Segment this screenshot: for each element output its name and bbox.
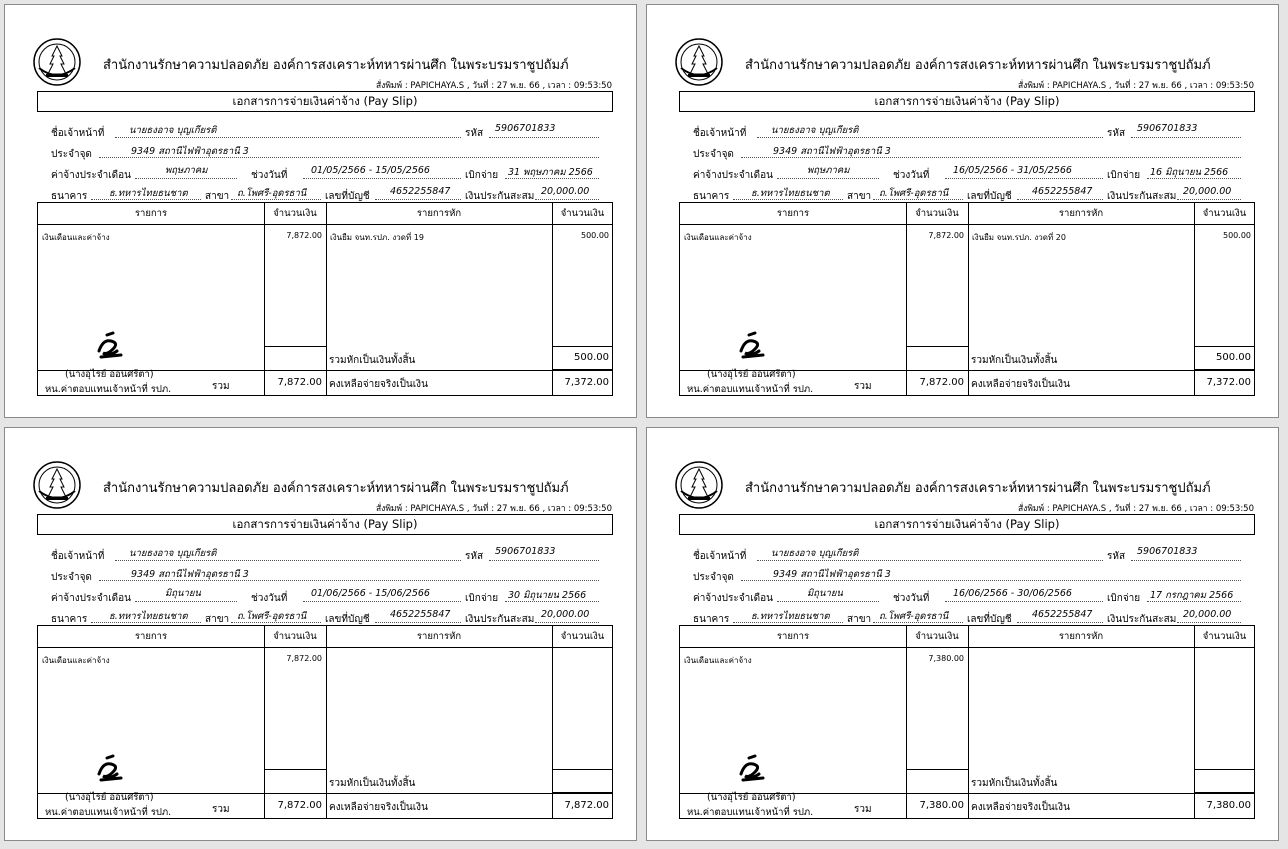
document-title: เอกสารการจ่ายเงินค่าจ้าง (Pay Slip) bbox=[679, 91, 1255, 112]
net-label: คงเหลือจ่ายจริงเป็นเงิน bbox=[329, 379, 428, 390]
organization-seal-icon bbox=[33, 38, 81, 86]
code-label: รหัส bbox=[465, 551, 484, 562]
month-value: พฤษภาคม bbox=[165, 165, 208, 176]
account-underline bbox=[1017, 199, 1103, 200]
paydate-value: 31 พฤษภาคม 2566 bbox=[508, 167, 593, 178]
print-info: สั่งพิมพ์ : PAPICHAYA.S , วันที่ : 27 พ.ย. 66 , เวลา : 09:53:50 bbox=[375, 504, 612, 514]
sum-value: 7,872.00 bbox=[919, 377, 964, 388]
period-label: ช่วงวันที่ bbox=[893, 593, 930, 604]
print-info: สั่งพิมพ์ : PAPICHAYA.S , วันที่ : 27 พ.ย. 66 , เวลา : 09:53:50 bbox=[375, 81, 612, 91]
period-label: ช่วงวันที่ bbox=[893, 170, 930, 181]
totals-divider bbox=[906, 769, 968, 770]
month-value: มิถุนายน bbox=[165, 588, 201, 599]
deduct-amount: 500.00 bbox=[1223, 231, 1251, 240]
pay-slip bbox=[4, 427, 637, 841]
period-underline bbox=[945, 178, 1103, 179]
code-underline bbox=[1131, 137, 1241, 138]
amount2-header: จำนวนเงิน bbox=[560, 208, 605, 219]
month-underline bbox=[777, 601, 879, 602]
totals-divider bbox=[264, 346, 326, 347]
amount2-header: จำนวนเงิน bbox=[560, 631, 605, 642]
period-value: 16/06/2566 - 30/06/2566 bbox=[953, 588, 1072, 599]
signer-position: หน.ค่าตอบแทนเจ้าหน้าที่ รปภ. bbox=[45, 807, 172, 818]
paydate-label: เบิกจ่าย bbox=[465, 593, 499, 604]
deposit-underline bbox=[1177, 199, 1241, 200]
sum-label: รวม bbox=[212, 381, 230, 392]
branch-label: สาขา bbox=[205, 191, 230, 202]
employee-name: นายธงอาจ บุญเกียรติ bbox=[771, 548, 859, 559]
total-deduct-label: รวมหักเป็นเงินทั้งสิ้น bbox=[329, 355, 416, 366]
total-deduct-label: รวมหักเป็นเงินทั้งสิ้น bbox=[971, 355, 1058, 366]
signer-position: หน.ค่าตอบแทนเจ้าหน้าที่ รปภ. bbox=[687, 384, 814, 395]
total-deduct-value: 500.00 bbox=[1216, 352, 1251, 363]
organization-seal-icon bbox=[675, 38, 723, 86]
branch-value: ถ.โพศรี-อุดรธานี bbox=[237, 611, 307, 622]
branch-label: สาขา bbox=[847, 614, 872, 625]
deduct-header: รายการหัก bbox=[1058, 631, 1104, 642]
header-divider bbox=[38, 224, 612, 225]
net-value: 7,372.00 bbox=[1206, 377, 1251, 388]
branch-label: สาขา bbox=[205, 614, 230, 625]
deduct-header: รายการหัก bbox=[416, 631, 462, 642]
period-underline bbox=[303, 601, 461, 602]
bank-value: ธ.ทหารไทยธนชาต bbox=[109, 611, 188, 622]
document-title: เอกสารการจ่ายเงินค่าจ้าง (Pay Slip) bbox=[37, 91, 613, 112]
organization-name: สำนักงานรักษาความปลอดภัย องค์การสงเคราะห์ทหารผ่านศึก ในพระบรมราชูปถัมภ์ bbox=[103, 58, 569, 73]
account-label: เลขที่บัญชี bbox=[967, 614, 1012, 625]
signature-icon bbox=[93, 754, 129, 784]
paydate-value: 30 มิถุนายน 2566 bbox=[508, 590, 587, 601]
code-label: รหัส bbox=[1107, 128, 1126, 139]
signature-icon bbox=[735, 331, 771, 361]
code-underline bbox=[489, 560, 599, 561]
employee-code: 5906701833 bbox=[1137, 546, 1198, 557]
document-title: เอกสารการจ่ายเงินค่าจ้าง (Pay Slip) bbox=[37, 514, 613, 535]
bank-label: ธนาคาร bbox=[51, 191, 88, 202]
paydate-value: 16 มิถุนายน 2566 bbox=[1150, 167, 1229, 178]
organization-seal-icon bbox=[675, 461, 723, 509]
income-item: เงินเดือนและค่าจ้าง bbox=[42, 233, 110, 242]
deposit-value: 20,000.00 bbox=[541, 186, 590, 197]
branch-value: ถ.โพศรี-อุดรธานี bbox=[879, 188, 949, 199]
deposit-underline bbox=[1177, 622, 1241, 623]
amount-header: จำนวนเงิน bbox=[273, 631, 317, 642]
employee-code: 5906701833 bbox=[495, 546, 556, 557]
name-label: ชื่อเจ้าหน้าที่ bbox=[693, 551, 747, 562]
totals-divider bbox=[264, 769, 326, 770]
deposit-value: 20,000.00 bbox=[1183, 609, 1232, 620]
income-item: เงินเดือนและค่าจ้าง bbox=[42, 656, 110, 665]
employee-name: นายธงอาจ บุญเกียรติ bbox=[129, 125, 217, 136]
account-underline bbox=[1017, 622, 1103, 623]
account-value: 4652255847 bbox=[390, 609, 451, 620]
bank-label: ธนาคาร bbox=[693, 614, 730, 625]
organization-name: สำนักงานรักษาความปลอดภัย องค์การสงเคราะห์ทหารผ่านศึก ในพระบรมราชูปถัมภ์ bbox=[745, 481, 1211, 496]
account-label: เลขที่บัญชี bbox=[967, 191, 1012, 202]
employee-name: นายธงอาจ บุญเกียรติ bbox=[771, 125, 859, 136]
code-underline bbox=[1131, 560, 1241, 561]
post-value: 9349 สถานีไฟฟ้าอุดรธานี 3 bbox=[131, 569, 249, 580]
bank-value: ธ.ทหารไทยธนชาต bbox=[109, 188, 188, 199]
column-divider bbox=[968, 203, 969, 395]
paydate-label: เบิกจ่าย bbox=[465, 170, 499, 181]
code-label: รหัส bbox=[465, 128, 484, 139]
amount-header: จำนวนเงิน bbox=[273, 208, 317, 219]
organization-name: สำนักงานรักษาความปลอดภัย องค์การสงเคราะห์ทหารผ่านศึก ในพระบรมราชูปถัมภ์ bbox=[745, 58, 1211, 73]
period-underline bbox=[945, 601, 1103, 602]
income-item: เงินเดือนและค่าจ้าง bbox=[684, 233, 752, 242]
deposit-underline bbox=[535, 199, 599, 200]
document-title: เอกสารการจ่ายเงินค่าจ้าง (Pay Slip) bbox=[679, 514, 1255, 535]
sum-value: 7,872.00 bbox=[277, 377, 322, 388]
items-header: รายการ bbox=[134, 208, 168, 219]
period-underline bbox=[303, 178, 461, 179]
net-value: 7,372.00 bbox=[564, 377, 609, 388]
post-value: 9349 สถานีไฟฟ้าอุดรธานี 3 bbox=[131, 146, 249, 157]
income-amount: 7,872.00 bbox=[286, 231, 322, 240]
totals-divider bbox=[906, 346, 968, 347]
month-label: ค่าจ้างประจำเดือน bbox=[693, 593, 773, 604]
period-value: 01/06/2566 - 15/06/2566 bbox=[311, 588, 430, 599]
net-value: 7,872.00 bbox=[564, 800, 609, 811]
deduct-header: รายการหัก bbox=[1058, 208, 1104, 219]
account-value: 4652255847 bbox=[1032, 609, 1093, 620]
bank-value: ธ.ทหารไทยธนชาต bbox=[751, 611, 830, 622]
sum-label: รวม bbox=[854, 804, 872, 815]
sum-value: 7,380.00 bbox=[919, 800, 964, 811]
print-info: สั่งพิมพ์ : PAPICHAYA.S , วันที่ : 27 พ.ย. 66 , เวลา : 09:53:50 bbox=[1017, 504, 1254, 514]
employee-code: 5906701833 bbox=[495, 123, 556, 134]
branch-value: ถ.โพศรี-อุดรธานี bbox=[237, 188, 307, 199]
month-value: มิถุนายน bbox=[807, 588, 843, 599]
signature-icon bbox=[735, 754, 771, 784]
deposit-label: เงินประกันสะสม bbox=[465, 191, 535, 202]
post-value: 9349 สถานีไฟฟ้าอุดรธานี 3 bbox=[773, 146, 891, 157]
post-label: ประจำจุด bbox=[693, 572, 734, 583]
bank-label: ธนาคาร bbox=[693, 191, 730, 202]
deduct-item: เงินยืม จนท.รปภ. งวดที่ 19 bbox=[330, 233, 424, 242]
income-amount: 7,872.00 bbox=[286, 654, 322, 663]
column-divider bbox=[968, 626, 969, 818]
signer-name: (นางอุไรย์ อ่อนศรีตา) bbox=[65, 369, 154, 380]
sum-label: รวม bbox=[854, 381, 872, 392]
account-label: เลขที่บัญชี bbox=[325, 191, 370, 202]
income-amount: 7,380.00 bbox=[928, 654, 964, 663]
employee-code: 5906701833 bbox=[1137, 123, 1198, 134]
header-divider bbox=[680, 224, 1254, 225]
signer-position: หน.ค่าตอบแทนเจ้าหน้าที่ รปภ. bbox=[687, 807, 814, 818]
sum-value: 7,872.00 bbox=[277, 800, 322, 811]
account-underline bbox=[375, 199, 461, 200]
month-underline bbox=[135, 178, 237, 179]
month-value: พฤษภาคม bbox=[807, 165, 850, 176]
deposit-label: เงินประกันสะสม bbox=[1107, 191, 1177, 202]
pay-slip bbox=[646, 427, 1279, 841]
items-header: รายการ bbox=[776, 208, 810, 219]
month-label: ค่าจ้างประจำเดือน bbox=[51, 170, 131, 181]
employee-name: นายธงอาจ บุญเกียรติ bbox=[129, 548, 217, 559]
period-label: ช่วงวันที่ bbox=[251, 593, 288, 604]
amount-header: จำนวนเงิน bbox=[915, 208, 959, 219]
income-item: เงินเดือนและค่าจ้าง bbox=[684, 656, 752, 665]
column-divider bbox=[326, 626, 327, 818]
net-label: คงเหลือจ่ายจริงเป็นเงิน bbox=[971, 379, 1070, 390]
period-label: ช่วงวันที่ bbox=[251, 170, 288, 181]
items-header: รายการ bbox=[776, 631, 810, 642]
amount2-header: จำนวนเงิน bbox=[1202, 208, 1247, 219]
account-value: 4652255847 bbox=[1032, 186, 1093, 197]
month-label: ค่าจ้างประจำเดือน bbox=[693, 170, 773, 181]
account-value: 4652255847 bbox=[390, 186, 451, 197]
deduct-header: รายการหัก bbox=[416, 208, 462, 219]
period-value: 01/05/2566 - 15/05/2566 bbox=[311, 165, 430, 176]
total-deduct-box bbox=[1194, 769, 1255, 793]
branch-value: ถ.โพศรี-อุดรธานี bbox=[879, 611, 949, 622]
income-amount: 7,872.00 bbox=[928, 231, 964, 240]
paydate-value: 17 กรกฎาคม 2566 bbox=[1150, 590, 1234, 601]
post-label: ประจำจุด bbox=[51, 149, 92, 160]
month-underline bbox=[777, 178, 879, 179]
deposit-label: เงินประกันสะสม bbox=[1107, 614, 1177, 625]
month-label: ค่าจ้างประจำเดือน bbox=[51, 593, 131, 604]
net-value: 7,380.00 bbox=[1206, 800, 1251, 811]
header-divider bbox=[680, 647, 1254, 648]
deduct-amount: 500.00 bbox=[581, 231, 609, 240]
deduct-item: เงินยืม จนท.รปภ. งวดที่ 20 bbox=[972, 233, 1066, 242]
signature-icon bbox=[93, 331, 129, 361]
deposit-value: 20,000.00 bbox=[1183, 186, 1232, 197]
header-divider bbox=[38, 647, 612, 648]
total-deduct-label: รวมหักเป็นเงินทั้งสิ้น bbox=[329, 778, 416, 789]
signer-position: หน.ค่าตอบแทนเจ้าหน้าที่ รปภ. bbox=[45, 384, 172, 395]
name-label: ชื่อเจ้าหน้าที่ bbox=[51, 551, 105, 562]
total-deduct-box bbox=[552, 769, 613, 793]
deposit-underline bbox=[535, 622, 599, 623]
signer-name: (นางอุไรย์ อ่อนศรีตา) bbox=[707, 369, 796, 380]
sum-label: รวม bbox=[212, 804, 230, 815]
pay-slip bbox=[646, 4, 1279, 418]
deposit-value: 20,000.00 bbox=[541, 609, 590, 620]
code-label: รหัส bbox=[1107, 551, 1126, 562]
deposit-label: เงินประกันสะสม bbox=[465, 614, 535, 625]
account-underline bbox=[375, 622, 461, 623]
bank-value: ธ.ทหารไทยธนชาต bbox=[751, 188, 830, 199]
pay-slip bbox=[4, 4, 637, 418]
code-underline bbox=[489, 137, 599, 138]
total-deduct-value: 500.00 bbox=[574, 352, 609, 363]
net-label: คงเหลือจ่ายจริงเป็นเงิน bbox=[329, 802, 428, 813]
items-header: รายการ bbox=[134, 631, 168, 642]
branch-label: สาขา bbox=[847, 191, 872, 202]
name-label: ชื่อเจ้าหน้าที่ bbox=[693, 128, 747, 139]
post-label: ประจำจุด bbox=[693, 149, 734, 160]
signer-name: (นางอุไรย์ อ่อนศรีตา) bbox=[65, 792, 154, 803]
post-value: 9349 สถานีไฟฟ้าอุดรธานี 3 bbox=[773, 569, 891, 580]
account-label: เลขที่บัญชี bbox=[325, 614, 370, 625]
paydate-label: เบิกจ่าย bbox=[1107, 170, 1141, 181]
net-label: คงเหลือจ่ายจริงเป็นเงิน bbox=[971, 802, 1070, 813]
post-label: ประจำจุด bbox=[51, 572, 92, 583]
organization-name: สำนักงานรักษาความปลอดภัย องค์การสงเคราะห์ทหารผ่านศึก ในพระบรมราชูปถัมภ์ bbox=[103, 481, 569, 496]
paydate-label: เบิกจ่าย bbox=[1107, 593, 1141, 604]
column-divider bbox=[326, 203, 327, 395]
amount-header: จำนวนเงิน bbox=[915, 631, 959, 642]
signer-name: (นางอุไรย์ อ่อนศรีตา) bbox=[707, 792, 796, 803]
month-underline bbox=[135, 601, 237, 602]
amount2-header: จำนวนเงิน bbox=[1202, 631, 1247, 642]
organization-seal-icon bbox=[33, 461, 81, 509]
name-label: ชื่อเจ้าหน้าที่ bbox=[51, 128, 105, 139]
total-deduct-label: รวมหักเป็นเงินทั้งสิ้น bbox=[971, 778, 1058, 789]
print-info: สั่งพิมพ์ : PAPICHAYA.S , วันที่ : 27 พ.ย. 66 , เวลา : 09:53:50 bbox=[1017, 81, 1254, 91]
period-value: 16/05/2566 - 31/05/2566 bbox=[953, 165, 1072, 176]
bank-label: ธนาคาร bbox=[51, 614, 88, 625]
